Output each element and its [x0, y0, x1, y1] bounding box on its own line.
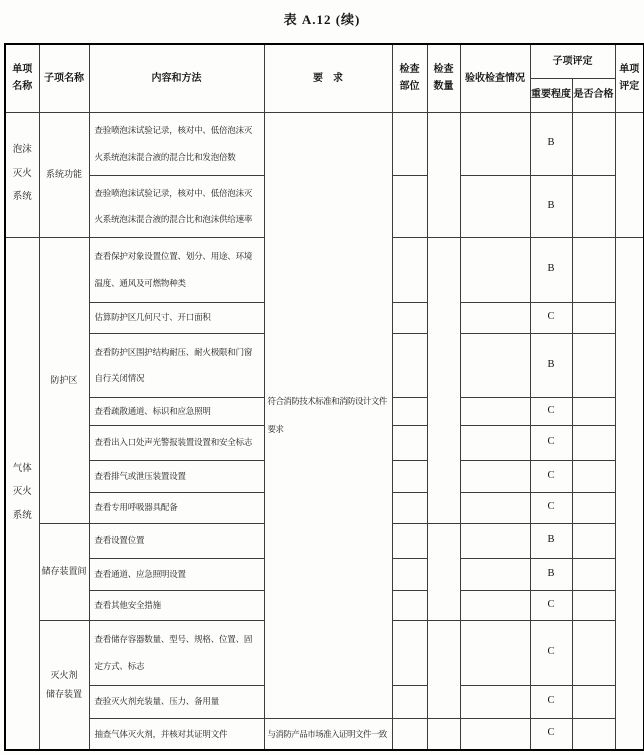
qualified-cell: [572, 523, 615, 558]
acceptance-status-cell: [460, 620, 530, 685]
col-header-content-method: 内容和方法: [89, 44, 264, 112]
qualified-cell: [572, 718, 615, 750]
acceptance-status-cell: [460, 425, 530, 460]
qualified-cell: [572, 237, 615, 302]
acceptance-evaluation-table: [4, 43, 644, 751]
qualified-cell: [572, 397, 615, 425]
col-header-acceptance-status: 验收检查情况: [460, 44, 530, 112]
content-cell: 查验灭火剂充装量、压力、备用量: [89, 685, 264, 718]
importance-cell: C: [530, 685, 572, 718]
importance-cell: C: [530, 718, 572, 750]
importance-cell: B: [530, 112, 572, 175]
qualified-cell: [572, 620, 615, 685]
importance-cell: C: [530, 590, 572, 620]
acceptance-status-cell: [460, 460, 530, 492]
section-label-foam-system: 泡沫 灭火 系统: [5, 112, 39, 237]
content-cell: 查看出入口处声光警报装置设置和安全标志: [89, 425, 264, 460]
check-part-cell: [392, 175, 427, 237]
qualified-cell: [572, 492, 615, 523]
col-header-check-quantity: 检查 数量: [427, 44, 460, 112]
check-part-cell: [392, 685, 427, 718]
col-header-qualified: 是否合格: [572, 78, 615, 112]
content-cell: 查看设置位置: [89, 523, 264, 558]
content-cell: 查看排气或泄压装置设置: [89, 460, 264, 492]
qualified-cell: [572, 685, 615, 718]
col-header-item-eval: 单项 评定: [615, 44, 644, 112]
importance-cell: C: [530, 620, 572, 685]
acceptance-status-cell: [460, 523, 530, 558]
acceptance-status-cell: [460, 492, 530, 523]
qualified-cell: [572, 302, 615, 333]
check-part-cell: [392, 558, 427, 590]
check-quantity-cell: [427, 718, 460, 750]
qualified-cell: [572, 590, 615, 620]
requirement-cell-shared: 符合消防技术标准和消防设计文件要求: [264, 112, 392, 718]
content-cell: 查看其他安全措施: [89, 590, 264, 620]
check-quantity-cell: [427, 237, 460, 523]
importance-cell: C: [530, 397, 572, 425]
subsection-label-system-function: 系统功能: [39, 112, 89, 237]
col-header-requirement: 要 求: [264, 44, 392, 112]
subsection-label-storage-room: 储存装置间: [39, 523, 89, 620]
check-part-cell: [392, 718, 427, 750]
acceptance-status-cell: [460, 397, 530, 425]
qualified-cell: [572, 175, 615, 237]
acceptance-status-cell: [460, 558, 530, 590]
check-part-cell: [392, 302, 427, 333]
check-quantity-cell: [427, 523, 460, 620]
col-header-importance: 重要程度: [530, 78, 572, 112]
check-quantity-cell: [427, 112, 460, 237]
importance-cell: B: [530, 175, 572, 237]
acceptance-status-cell: [460, 112, 530, 175]
importance-cell: B: [530, 558, 572, 590]
content-cell: 查看通道、应急照明设置: [89, 558, 264, 590]
qualified-cell: [572, 460, 615, 492]
col-header-check-part: 检查 部位: [392, 44, 427, 112]
acceptance-status-cell: [460, 718, 530, 750]
col-header-subitem-eval: 子项评定: [530, 44, 615, 78]
acceptance-status-cell: [460, 175, 530, 237]
section-label-gas-system: 气体 灭火 系统: [5, 237, 39, 750]
content-cell: 查验喷泡沫试验记录，核对中、低倍泡沫灭火系统泡沫混合液的混合比和泡沫供给速率: [89, 175, 264, 237]
importance-cell: B: [530, 523, 572, 558]
check-part-cell: [392, 237, 427, 302]
acceptance-status-cell: [460, 237, 530, 302]
acceptance-status-cell: [460, 302, 530, 333]
item-eval-cell: [615, 237, 644, 750]
check-part-cell: [392, 425, 427, 460]
table-title: 表 A.12 (续): [283, 12, 361, 27]
content-cell: 查看专用呼吸器具配备: [89, 492, 264, 523]
acceptance-status-cell: [460, 333, 530, 397]
importance-cell: B: [530, 237, 572, 302]
content-cell: 查看储存容器数量、型号、规格、位置、固定方式、标志: [89, 620, 264, 685]
importance-cell: C: [530, 425, 572, 460]
check-quantity-cell: [427, 620, 460, 718]
check-part-cell: [392, 112, 427, 175]
check-part-cell: [392, 460, 427, 492]
importance-cell: C: [530, 460, 572, 492]
check-part-cell: [392, 523, 427, 558]
check-part-cell: [392, 397, 427, 425]
item-eval-cell: [615, 112, 644, 237]
content-cell: 抽查气体灭火剂，并核对其证明文件: [89, 718, 264, 750]
importance-cell: B: [530, 333, 572, 397]
subsection-label-agent-storage: 灭火剂 储存装置: [39, 620, 89, 750]
col-header-subitem-name: 子项名称: [39, 44, 89, 112]
check-part-cell: [392, 492, 427, 523]
subsection-label-protection-zone: 防护区: [39, 237, 89, 523]
col-header-item-name: 单项 名称: [5, 44, 39, 112]
qualified-cell: [572, 425, 615, 460]
content-cell: 查看保护对象设置位置、划分、用途、环境温度、通风及可燃物种类: [89, 237, 264, 302]
content-cell: 查看防护区围护结构耐压、耐火极限和门窗自行关闭情况: [89, 333, 264, 397]
importance-cell: C: [530, 492, 572, 523]
qualified-cell: [572, 558, 615, 590]
acceptance-status-cell: [460, 685, 530, 718]
content-cell: 查看疏散通道、标识和应急照明: [89, 397, 264, 425]
check-part-cell: [392, 620, 427, 685]
qualified-cell: [572, 112, 615, 175]
content-cell: 估算防护区几何尺寸、开口面积: [89, 302, 264, 333]
check-part-cell: [392, 333, 427, 397]
content-cell: 查验喷泡沫试验记录，核对中、低倍泡沫灭火系统泡沫混合液的混合比和发泡倍数: [89, 112, 264, 175]
importance-cell: C: [530, 302, 572, 333]
acceptance-status-cell: [460, 590, 530, 620]
qualified-cell: [572, 333, 615, 397]
requirement-cell-market-access: 与消防产品市场准入证明文件一致: [264, 718, 392, 750]
check-part-cell: [392, 590, 427, 620]
